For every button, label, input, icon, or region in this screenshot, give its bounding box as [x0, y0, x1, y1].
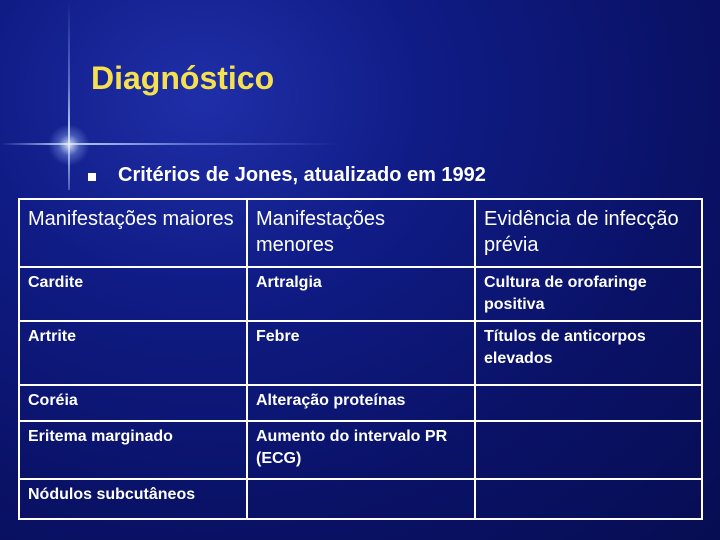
header-major-manifestations: Manifestações maiores	[19, 199, 247, 267]
table-row	[19, 421, 702, 479]
table-row	[19, 321, 702, 385]
table-row	[19, 267, 702, 321]
bullet-text: Critérios de Jones, atualizado em 1992	[118, 164, 486, 186]
slide-title: Diagnóstico	[91, 60, 275, 96]
table-cell: Artrite	[19, 321, 247, 385]
square-bullet-icon	[88, 173, 96, 181]
table-cell: Cardite	[19, 267, 247, 321]
table-cell	[247, 479, 475, 519]
header-prior-infection-evidence: Evidência de infecção prévia	[475, 199, 702, 267]
table-cell: Eritema marginado	[19, 421, 247, 479]
table-cell	[475, 385, 702, 421]
header-minor-manifestations: Manifestações menores	[247, 199, 475, 267]
jones-criteria-table	[18, 198, 703, 520]
table-cell	[475, 421, 702, 479]
table-cell: Nódulos subcutâneos	[19, 479, 247, 519]
table-cell: Alteração proteínas	[247, 385, 475, 421]
table-cell: Cultura de orofaringe positiva	[475, 267, 702, 321]
table-cell: Coréia	[19, 385, 247, 421]
table-row	[19, 479, 702, 519]
table-row	[19, 385, 702, 421]
table-cell: Aumento do intervalo PR (ECG)	[247, 421, 475, 479]
table-header-row	[19, 199, 702, 267]
bullet-item	[88, 164, 486, 187]
table-cell: Febre	[247, 321, 475, 385]
table-cell: Títulos de anticorpos elevados	[475, 321, 702, 385]
table-cell	[475, 479, 702, 519]
table-cell: Artralgia	[247, 267, 475, 321]
decorative-star-glow	[48, 124, 90, 166]
